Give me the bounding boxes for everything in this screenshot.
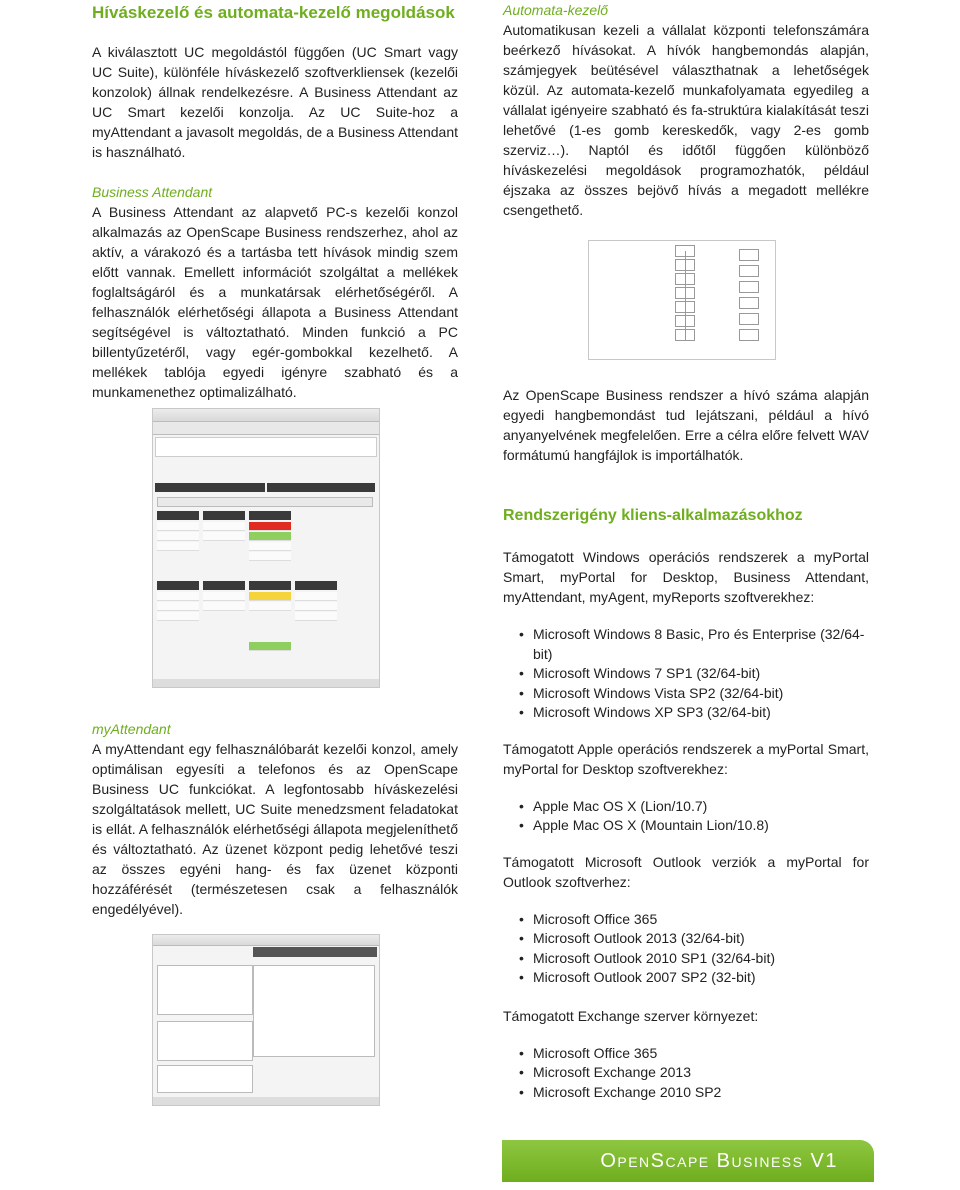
footer-banner: OpenScape Business V1 xyxy=(502,1140,874,1182)
wav-paragraph: Az OpenScape Business rendszer a hívó száma alapján egyedi hangbemondást tud lejátszani, például a hívó anyanyelvének megfelelően. Erre a célra előre felvett WAV formátumú hangfájlok is importálhatók. xyxy=(503,387,869,463)
requirements-title: Rendszerigény kliens-alkalmazásokhoz xyxy=(503,507,803,524)
outlook-list xyxy=(503,910,869,988)
business-attendant-screenshot xyxy=(152,408,380,688)
business-attendant-paragraph: A Business Attendant az alapvető PC-s kezelői konzol alkalmazás az OpenScape Business rendszerhez, ahol az aktív, a várakozó és a tartásba tett hívások mindig szem előtt vannak. Emellett információt szolgáltat a mellékek foglaltságáról és a munkatársak elérhetőségéről. A felhasználók elérhetőségi állapota a Business Attendant segítségével is változtatható. Minden funkció a PC billentyűzetéről, vagy egér-gombokkal kezelhető. A mellékek tablója egyedi igényre szabható és a munkamenethez optimalizálható. xyxy=(92,204,458,400)
outlook-intro: Támogatott Microsoft Outlook verziók a myPortal for Outlook szoftverhez: xyxy=(503,853,869,890)
list-item: • Microsoft Windows XP SP3 (32/64-bit) xyxy=(533,703,869,723)
auto-attendant-paragraph: Automatikusan kezeli a vállalat központi telefonszámára beérkező hívásokat. A hívók hangbemondás alapján, számjegyek beütésével választhatnak a lehetőségek közül. Az automata-kezelő munkafolyamata egyedileg a vállalat igényeire szabható és fa-struktúra kialakítását teszi lehetővé (1-es gomb kereskedők, vagy 2-es gomb szerviz…). Naptól és időtől függően különböző híváskezelési megoldások programozhatók, például éjszaka az összes bejövő hívás a megadott mellékre csengethető. xyxy=(503,22,869,218)
windows-list xyxy=(503,625,869,723)
requirements-section xyxy=(503,505,869,1102)
left-column-top xyxy=(92,0,458,402)
page-title: Híváskezelő és automata-kezelő megoldások xyxy=(92,3,455,22)
list-item: • Microsoft Office 365 xyxy=(533,910,869,930)
list-item: • Microsoft Outlook 2007 SP2 (32-bit) xyxy=(533,968,869,988)
myattendant-screenshot xyxy=(152,934,380,1106)
list-item: • Apple Mac OS X (Mountain Lion/10.8) xyxy=(533,816,869,836)
mac-intro: Támogatott Apple operációs rendszerek a myPortal Smart, myPortal for Desktop szoftverekhez: xyxy=(503,740,869,777)
list-item: • Microsoft Office 365 xyxy=(533,1044,869,1064)
list-item: • Microsoft Windows 8 Basic, Pro és Enterprise (32/64-bit) xyxy=(533,625,869,664)
left-column-bottom xyxy=(92,719,458,919)
myattendant-heading: myAttendant xyxy=(92,721,171,737)
list-item: • Microsoft Outlook 2013 (32/64-bit) xyxy=(533,929,869,949)
right-column-top xyxy=(503,0,869,220)
list-item: • Microsoft Exchange 2013 xyxy=(533,1063,869,1083)
list-item: • Apple Mac OS X (Lion/10.7) xyxy=(533,797,869,817)
wav-section xyxy=(503,385,869,465)
myattendant-paragraph: A myAttendant egy felhasználóbarát kezelői konzol, amely optimálisan egyesíti a telefonos és az OpenScape Business UC funkciókat. A legfontosabb híváskezelési szolgáltatások mellett, UC Suite menedzsment feladatokat is ellát. A felhasználók elérhetőségi állapota megjeleníthető és változtatható. Az üzenet központ pedig lehetővé teszi az összes egyéni hang- és fax üzenet központi hozzáférését (természetesen csak a felhasználók engedélyével). xyxy=(92,741,458,917)
business-attendant-heading: Business Attendant xyxy=(92,184,213,200)
auto-attendant-tree-screenshot xyxy=(588,240,776,360)
list-item: • Microsoft Windows 7 SP1 (32/64-bit) xyxy=(533,664,869,684)
intro-paragraph: A kiválasztott UC megoldástól függően (UC Smart vagy UC Suite), különféle híváskezelő szoftverkliensek (kezelői konzolok) állnak rendelkezésre. A Business Attendant az UC Smart kezelői konzolja. Az UC Suite-hoz a myAttendant a javasolt megoldás, de a Business Attendant is használható. xyxy=(92,44,458,160)
windows-intro: Támogatott Windows operációs rendszerek a myPortal Smart, myPortal for Desktop, Business Attendant, myAttendant, myAgent, myReports szoftverekhez: xyxy=(503,549,869,605)
mac-list xyxy=(503,797,869,836)
exchange-intro: Támogatott Exchange szerver környezet: xyxy=(503,1007,759,1024)
list-item: • Microsoft Exchange 2010 SP2 xyxy=(533,1083,869,1103)
auto-attendant-heading: Automata-kezelő xyxy=(503,2,609,18)
list-item: • Microsoft Windows Vista SP2 (32/64-bit) xyxy=(533,684,869,704)
exchange-list xyxy=(503,1044,869,1103)
list-item: • Microsoft Outlook 2010 SP1 (32/64-bit) xyxy=(533,949,869,969)
